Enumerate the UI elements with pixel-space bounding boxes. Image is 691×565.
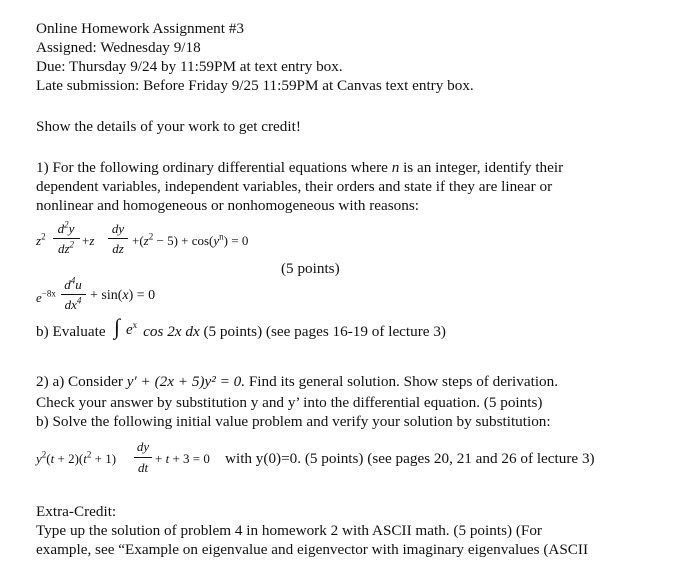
problem1-points: (5 points) (281, 260, 340, 277)
problem1-b: b) Evaluate cos 2x dx (5 points) (see pages 16-19 of lecture 3) (36, 323, 446, 340)
extra-credit-line1: Type up the solution of problem 4 in homework 2 with ASCII math. (5 points) (For (36, 522, 542, 539)
problem2-a-line2: Check your answer by substitution y and y’ into the differential equation. (5 points) (36, 394, 543, 411)
extra-credit-title: Extra-Credit: (36, 503, 117, 520)
integrand: $e^x$ (126, 320, 138, 338)
instruction: Show the details of your work to get credit! (36, 118, 301, 135)
late-submission: Late submission: Before Friday 9/25 11:59PM at Canvas text entry box. (36, 77, 474, 94)
problem1-intro-line2: dependent variables, independent variables, their orders and state if they are linear or (36, 178, 553, 195)
problem2-b: b) Solve the following initial value problem and verify your solution by substitution: (36, 413, 551, 430)
due-date: Due: Thursday 9/24 by 11:59PM at text entry box. (36, 58, 343, 75)
assigned-date: Assigned: Wednesday 9/18 (36, 39, 201, 56)
problem1-intro-line3: nonlinear and homogeneous or nonhomogeneous with reasons: (36, 197, 419, 214)
assignment-title: Online Homework Assignment #3 (36, 20, 244, 37)
problem2-a: 2) a) Consider y′ + (2x + 5)y² = 0. Find its general solution. Show steps of derivation. (36, 373, 559, 390)
problem2-b-tail: with y(0)=0. (5 points) (see pages 20, 21 and 26 of lecture 3) (225, 450, 595, 467)
extra-credit-line2: example, see “Example on eigenvalue and eigenvector with imaginary eigenvalues (ASCII (36, 541, 589, 558)
problem1-intro-line1: 1) For the following ordinary differential equations where n is an integer, identify their (36, 159, 564, 176)
integral-sign: ∫ (114, 314, 121, 339)
